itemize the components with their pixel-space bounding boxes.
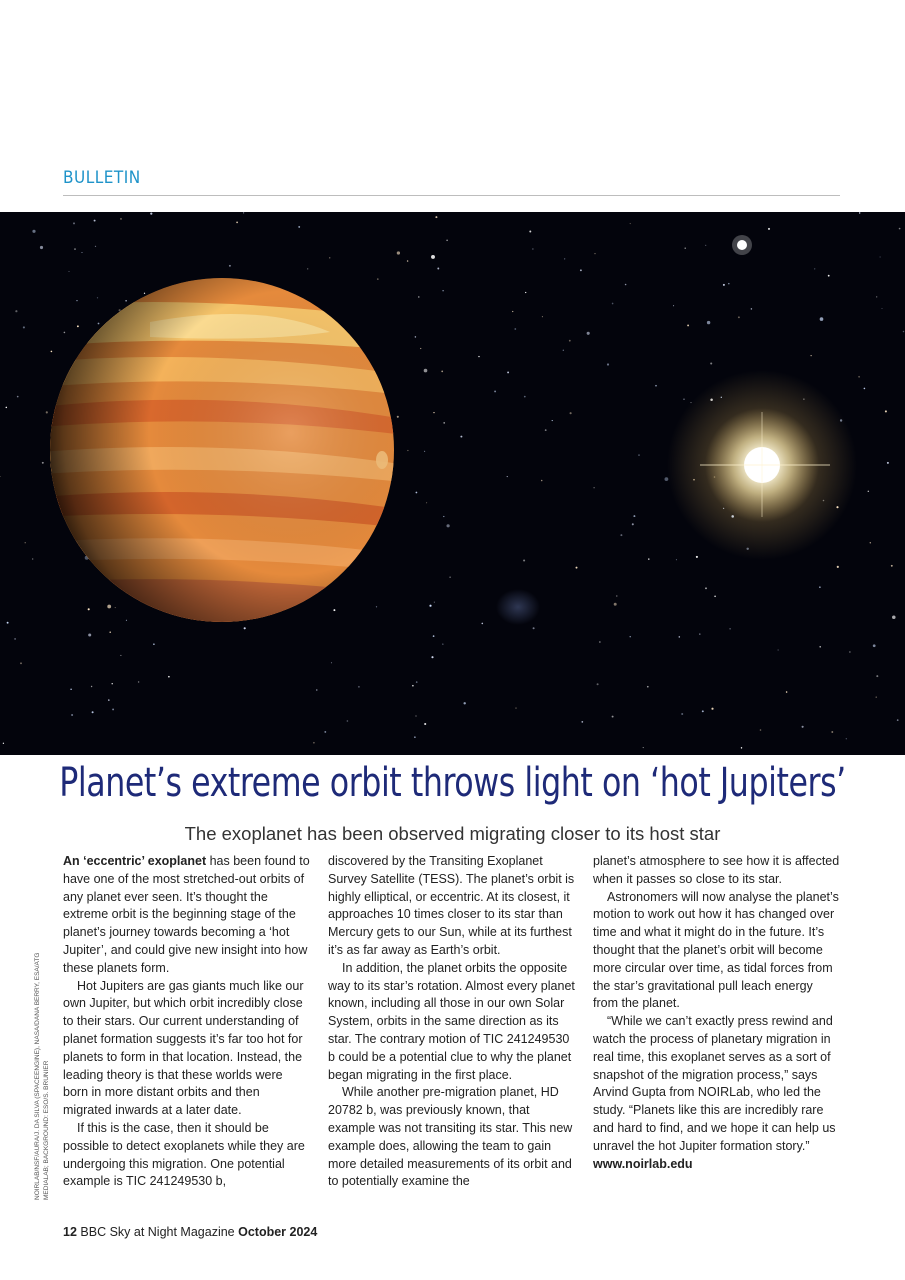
background-star — [541, 480, 543, 482]
background-star — [17, 396, 19, 398]
background-star — [236, 221, 238, 223]
lead-in: An ‘eccentric’ exoplanet — [63, 854, 207, 868]
background-star — [681, 713, 683, 715]
background-star — [125, 300, 127, 302]
background-star — [849, 651, 850, 652]
background-star — [51, 351, 53, 353]
background-star — [741, 747, 742, 748]
background-star — [76, 300, 77, 301]
background-star — [347, 720, 349, 722]
background-star — [98, 323, 100, 325]
background-star — [460, 436, 462, 438]
background-star — [40, 246, 43, 249]
background-star — [414, 736, 416, 738]
section-divider — [63, 195, 840, 196]
background-star — [533, 627, 535, 629]
background-star — [70, 688, 72, 690]
background-star — [647, 686, 649, 688]
background-star — [463, 702, 465, 704]
background-star — [768, 228, 770, 230]
background-star — [614, 603, 617, 606]
background-star — [109, 631, 110, 632]
background-star — [333, 609, 335, 611]
background-star — [32, 230, 35, 233]
background-star — [229, 265, 231, 267]
background-star — [676, 559, 677, 560]
background-star — [512, 311, 513, 312]
photo-credit: NOIRLAB/NSF/AURA/J. DA SILVA (SPACEENGINE), NASA/DANA BERRY, ESA/ATG MEDIALAB; BACKGROUND: ESO/S. BRUNIER — [34, 952, 50, 1200]
background-star — [119, 309, 121, 311]
section-label: BULLETIN — [63, 168, 141, 188]
background-star — [420, 348, 421, 349]
background-star — [150, 213, 152, 215]
background-star — [723, 284, 725, 286]
background-star — [620, 534, 622, 536]
article-subhead: The exoplanet has been observed migrating closer to its host star — [184, 823, 721, 844]
background-star — [437, 268, 439, 270]
paragraph: In addition, the planet orbits the opposite way to its star’s rotation. Almost every planet known, including all those in our own Solar System, orbits in the same direction as its star. The contrary motion of TIC 241249530 b could be a potential clue to why the planet began migrating in the first place. — [328, 960, 575, 1082]
background-star — [532, 248, 533, 249]
background-star — [449, 576, 451, 578]
background-star — [424, 723, 426, 725]
background-star — [630, 223, 631, 224]
background-star — [91, 686, 92, 687]
background-star — [92, 711, 94, 713]
paragraph: “While we can’t exactly press rewind and watch the process of planetary migration in real time, this exoplanet serves as a sort of snapshot of the migration process,” says Arvind Gupta from NOIRLab, who led the study. “Planets like this are incredibly rare and hard to find, and we hope it can help us unravel the hot Jupiter formation story.” — [593, 1014, 836, 1153]
background-star — [673, 305, 674, 306]
background-star — [880, 256, 881, 257]
background-star — [648, 558, 649, 559]
background-star — [377, 278, 379, 280]
background-star — [876, 675, 878, 677]
background-star — [846, 738, 847, 739]
issue-date: October 2024 — [238, 1225, 318, 1239]
background-star — [899, 228, 901, 230]
background-star — [507, 476, 508, 477]
background-star — [819, 646, 821, 648]
column-1 — [63, 853, 310, 1191]
background-star — [760, 729, 762, 731]
background-star — [524, 396, 526, 398]
background-star — [412, 685, 414, 687]
background-star — [576, 567, 578, 569]
background-star — [429, 605, 431, 607]
background-star — [729, 628, 731, 630]
background-star — [397, 416, 399, 418]
background-star — [529, 231, 531, 233]
background-star — [107, 605, 111, 609]
space-scene-image — [0, 212, 905, 755]
background-star — [424, 451, 425, 452]
background-star — [431, 656, 433, 658]
background-star — [593, 487, 594, 488]
background-star — [77, 325, 79, 327]
background-star — [443, 516, 444, 517]
background-star — [738, 316, 740, 318]
background-star — [514, 328, 516, 330]
background-star — [870, 542, 871, 543]
background-star — [494, 390, 496, 392]
background-star — [478, 356, 479, 357]
background-star — [168, 676, 170, 678]
article-headline: Planet’s extreme orbit throws light on ‘hot Jupiters’ — [59, 760, 846, 806]
background-star — [112, 708, 114, 710]
background-star — [298, 226, 300, 228]
background-star — [828, 275, 830, 277]
background-star — [446, 524, 449, 527]
background-star — [876, 296, 877, 297]
background-star — [728, 283, 730, 285]
background-star — [144, 293, 145, 294]
background-star — [446, 240, 448, 242]
background-star — [616, 595, 617, 596]
source-link[interactable]: www.noirlab.edu — [593, 1156, 693, 1171]
background-star — [14, 638, 16, 640]
background-star — [431, 255, 435, 259]
background-star — [814, 268, 815, 269]
background-star — [714, 595, 716, 597]
background-star — [358, 686, 360, 688]
background-star — [881, 308, 882, 309]
background-star — [897, 719, 899, 721]
background-star — [903, 331, 905, 333]
background-star — [426, 502, 427, 503]
background-star — [612, 303, 614, 305]
background-star — [97, 297, 98, 298]
background-star — [523, 559, 525, 561]
background-star — [153, 643, 155, 645]
background-star — [95, 246, 96, 247]
background-star — [32, 558, 33, 559]
background-star — [25, 542, 26, 543]
background-star — [313, 742, 315, 744]
background-star — [859, 212, 860, 213]
background-star — [630, 636, 631, 637]
background-star — [778, 649, 779, 650]
background-star — [507, 371, 509, 373]
background-star — [685, 248, 686, 249]
background-star — [643, 747, 644, 748]
background-star — [435, 216, 437, 218]
background-star — [711, 708, 713, 710]
background-star — [138, 681, 139, 682]
background-star — [696, 556, 698, 558]
hero-illustration — [0, 212, 905, 755]
background-star — [612, 716, 614, 718]
background-star — [434, 602, 435, 603]
background-star — [597, 683, 599, 685]
background-star — [683, 398, 684, 399]
background-star — [81, 252, 82, 253]
background-star — [418, 296, 419, 297]
background-star — [873, 644, 876, 647]
paragraph: discovered by the Transiting Exoplanet Survey Satellite (TESS). The planet’s orbit is highly elliptical, or eccentric. At its closest, it approaches 10 times closer to its star than Mercury gets to our Sun, while at its furthest it’s as far away as Earth’s orbit. — [328, 854, 575, 957]
background-star — [552, 420, 553, 421]
background-star — [126, 620, 127, 621]
paragraph: Astronomers will now analyse the planet’s motion to work out how it has changed over time and what it might do in the future. It’s thought that the planet’s orbit will become more circular over time, as tidal forces from the star’s gravitational pull leach energy from the planet. — [593, 889, 839, 1011]
background-star — [108, 699, 110, 701]
background-star — [73, 222, 75, 224]
background-star — [811, 355, 812, 356]
background-star — [433, 635, 435, 637]
background-star — [20, 662, 22, 664]
background-star — [433, 412, 434, 413]
background-star — [407, 450, 408, 451]
background-star — [594, 253, 595, 254]
page-footer — [63, 1225, 317, 1239]
paragraph — [593, 1156, 840, 1174]
background-star — [441, 371, 443, 373]
paragraph: Hot Jupiters are gas giants much like our own Jupiter, but which orbit incredibly close to their stars. Our current understanding of planet formation suggests it’s far too hot for planets to form in that location. Instead, the leading theory is that these worlds were born in more distant orbits and then migrated inwards at a later date. — [63, 978, 304, 1118]
background-star — [442, 290, 443, 291]
background-star — [307, 268, 308, 269]
background-star — [324, 731, 326, 733]
background-star — [876, 696, 877, 697]
background-star — [3, 743, 4, 744]
background-star — [115, 607, 116, 608]
background-star — [891, 565, 893, 567]
background-star — [699, 633, 700, 634]
background-star — [94, 220, 96, 222]
paragraph — [63, 853, 310, 978]
background-star — [525, 292, 526, 293]
background-star — [831, 731, 833, 733]
column-3 — [593, 853, 840, 1191]
background-star — [837, 566, 839, 568]
paragraph-text: has been found to have one of the most stretched-out orbits of any planet ever seen. It’s thought the extreme orbit is the beginning stage of the planet’s journey towards becoming a ‘hot Jupiter’, and could give new insight into how these planets form. — [63, 854, 310, 975]
background-star — [407, 260, 409, 262]
background-star — [424, 369, 428, 373]
background-star — [564, 258, 565, 259]
background-star — [802, 726, 804, 728]
background-star — [515, 707, 516, 708]
background-star — [868, 491, 869, 492]
background-star — [415, 715, 416, 716]
background-star — [707, 321, 710, 324]
paragraph: While another pre-migration planet, HD 20782 b, was previously known, that example was not transiting its star. This new example does, allowing the team to gain more detailed measurements of its orbit and to potentially examine the — [328, 1085, 573, 1189]
background-star — [329, 257, 330, 258]
paragraph: planet’s atmosphere to see how it is affected when it passes so close to its star. — [593, 854, 840, 886]
background-star — [638, 454, 639, 455]
background-star — [625, 284, 627, 286]
background-star — [316, 689, 317, 690]
background-star — [887, 462, 889, 464]
background-star — [331, 662, 332, 663]
background-star — [580, 269, 582, 271]
background-star — [68, 271, 69, 272]
background-star — [42, 462, 44, 464]
background-star — [542, 316, 543, 317]
column-2 — [328, 853, 575, 1191]
background-star — [71, 714, 73, 716]
background-star — [397, 251, 400, 254]
background-star — [607, 363, 609, 365]
background-star — [892, 615, 896, 619]
background-star — [587, 332, 590, 335]
article-body — [63, 853, 840, 1191]
paragraph: If this is the case, then it should be possible to detect exoplanets while they are undergoing this migration. One potential example is TIC 241249530 b, — [63, 1120, 305, 1189]
magazine-name: BBC Sky at Night Magazine — [80, 1225, 235, 1239]
background-star — [665, 477, 669, 481]
background-star — [687, 324, 689, 326]
page-number: 12 — [63, 1225, 77, 1239]
background-star — [442, 643, 444, 645]
background-star — [15, 310, 17, 312]
background-star — [120, 655, 121, 656]
background-star — [415, 336, 417, 338]
background-star — [23, 326, 25, 328]
background-star — [702, 710, 704, 712]
background-star — [655, 385, 657, 387]
background-star — [481, 623, 483, 625]
background-star — [416, 681, 418, 683]
background-star — [6, 407, 8, 409]
background-star — [563, 350, 564, 351]
background-star — [599, 641, 600, 642]
background-star — [376, 606, 377, 607]
background-star — [570, 412, 572, 414]
background-star — [679, 636, 681, 638]
background-star — [885, 410, 887, 412]
background-star — [819, 586, 821, 588]
background-star — [545, 429, 547, 431]
background-star — [64, 332, 66, 334]
background-star — [705, 245, 706, 246]
background-star — [416, 492, 418, 494]
background-star — [88, 608, 90, 610]
background-star — [581, 721, 583, 723]
background-star — [710, 362, 712, 364]
background-star — [633, 515, 635, 517]
background-star — [243, 212, 244, 213]
background-star — [858, 376, 860, 378]
background-star — [864, 388, 866, 390]
background-star — [632, 523, 634, 525]
background-star — [120, 218, 122, 220]
background-star — [74, 248, 75, 249]
background-star — [786, 691, 788, 693]
background-star — [7, 622, 9, 624]
background-star — [443, 422, 445, 424]
background-star — [820, 317, 824, 321]
background-star — [88, 633, 91, 636]
background-star — [751, 308, 753, 310]
background-star — [244, 627, 246, 629]
background-star — [112, 683, 113, 684]
background-star — [705, 587, 707, 589]
background-star — [46, 411, 48, 413]
background-star — [569, 340, 571, 342]
